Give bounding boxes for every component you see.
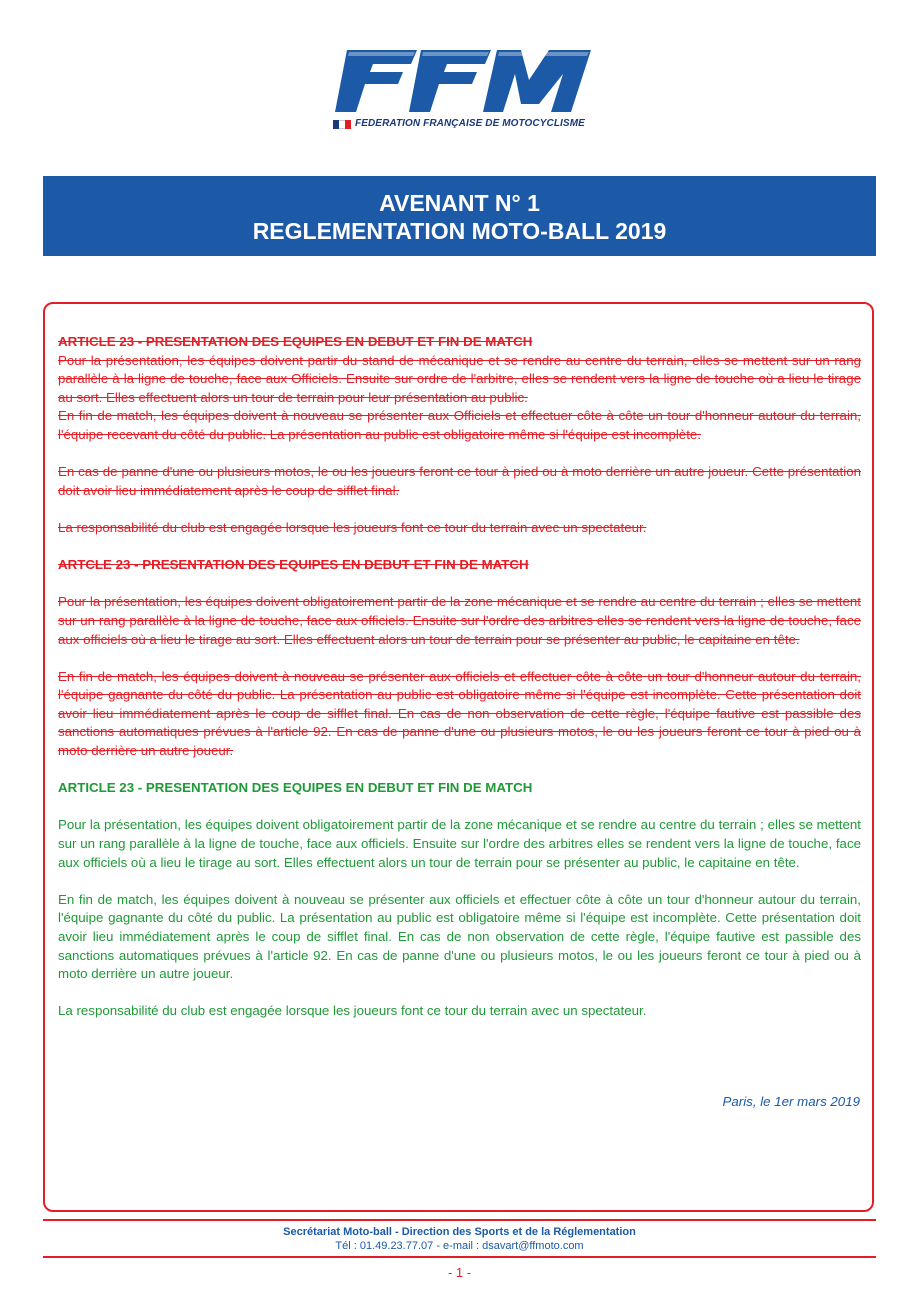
title-banner	[43, 176, 876, 256]
ffm-logo	[325, 44, 595, 134]
struck-article-paragraph: Pour la présentation, les équipes doivent obligatoirement partir de la zone mécanique et se rendre au centre du terrain ; elles se mettent sur un rang parallèle à la ligne de touche, face aux officiels. Ensuite sur l'ordre des arbitres elles se rendent vers la ligne de touche, face aux officiels où a lieu le tirage au sort. Elles effectuent alors un tour de terrain pour se présenter au public, le capitaine en tête.	[58, 594, 861, 647]
footer-bottom-divider	[43, 1256, 876, 1258]
old-article-paragraph: En fin de match, les équipes doivent à nouveau se présenter aux Officiels et effectuer côte à côte un tour d'honneur autour du terrain, l'équipe recevant du côté du public. La présentation au public est obligatoire même si l'équipe est incomplète.	[58, 408, 861, 442]
new-article-paragraph: Pour la présentation, les équipes doivent obligatoirement partir de la zone mécanique et se rendre au centre du terrain ; elles se mettent sur un rang parallèle à la ligne de touche, face aux officiels. Ensuite sur l'ordre des arbitres elles se rendent vers la ligne de touche, face aux officiels où a lieu le tirage au sort. Elles effectuent alors un tour de terrain pour se présenter au public, le capitaine en tête.	[58, 817, 861, 870]
new-article-paragraph: La responsabilité du club est engagée lorsque les joueurs font ce tour du terrain avec un spectateur.	[58, 1003, 647, 1019]
new-article-paragraph: En fin de match, les équipes doivent à nouveau se présenter aux officiels et effectuer côte à côte un tour d'honneur autour du terrain, l'équipe gagnante du côté du public. La présentation au public est obligatoire même si l'équipe est incomplète. Cette présentation doit avoir lieu immédiatement après le coup de sifflet final. En cas de non observation de cette règle, l'équipe fautive est passible des sanctions automatiques prévues à l'article 92. En cas de panne d'une ou plusieurs motos, le ou les joueurs feront ce tour à pied ou à moto derrière un autre joueur.	[58, 891, 861, 982]
old-article-paragraph: En cas de panne d'une ou plusieurs motos, le ou les joueurs feront ce tour à pied ou à moto derrière un autre joueur. Cette présentation doit avoir lieu immédiatement après le coup de sifflet final.	[58, 464, 861, 498]
banner-title-line-2: REGLEMENTATION MOTO-BALL 2019	[252, 218, 667, 244]
footer-title: Secrétariat Moto-ball - Direction des Sports et de la Réglementation	[283, 1226, 636, 1238]
banner-title-line-1: AVENANT N° 1	[379, 190, 540, 216]
old-article-title: ARTICLE 23 - PRESENTATION DES EQUIPES EN DEBUT ET FIN DE MATCH	[58, 334, 533, 349]
footer-top-divider	[43, 1219, 876, 1221]
french-flag-icon	[333, 120, 351, 129]
old-article-paragraph: La responsabilité du club est engagée lorsque les joueurs font ce tour du terrain avec un spectateur.	[58, 519, 647, 535]
ffm-wordmark-graphic	[325, 44, 595, 118]
struck-article-title: ARTCLE 23 - PRESENTATION DES EQUIPES EN DEBUT ET FIN DE MATCH	[58, 557, 529, 573]
struck-article-paragraph: En fin de match, les équipes doivent à nouveau se présenter aux officiels et effectuer côte à côte un tour d'honneur autour du terrain, l'équipe gagnante du côté du public. La présentation au public est obligatoire même si l'équipe est incomplète. Cette présentation doit avoir lieu immédiatement après le coup de sifflet final. En cas de non observation de cette règle, l'équipe fautive est passible des sanctions automatiques prévues à l'article 92. En cas de panne d'une ou plusieurs motos, le ou les joueurs feront ce tour à pied ou à moto derrière un autre joueur.	[58, 668, 861, 759]
old-article-paragraph: Pour la présentation, les équipes doivent partir du stand de mécanique et se rendre au centre du terrain, elles se mettent sur un rang parallèle à la ligne de touche, face aux Officiels. Ensuite sur ordre de l'arbitre, elles se rendent vers la ligne de touche où a lieu le tirage au sort. Elles effectuent alors un tour de terrain pour leur présentation au public.	[58, 352, 861, 405]
logo-subtitle: FEDERATION FRANÇAISE DE MOTOCYCLISME	[355, 118, 585, 129]
new-article-title: ARTICLE 23 - PRESENTATION DES EQUIPES EN DEBUT ET FIN DE MATCH	[58, 780, 533, 796]
document-body	[58, 333, 861, 1021]
footer-contact: Tél : 01.49.23.77.07 - e-mail : dsavart@ffmoto.com	[335, 1240, 584, 1252]
signature-date: Paris, le 1er mars 2019	[722, 1094, 860, 1109]
logo-subtitle-row	[325, 118, 595, 132]
page-number: - 1 -	[447, 1265, 472, 1280]
